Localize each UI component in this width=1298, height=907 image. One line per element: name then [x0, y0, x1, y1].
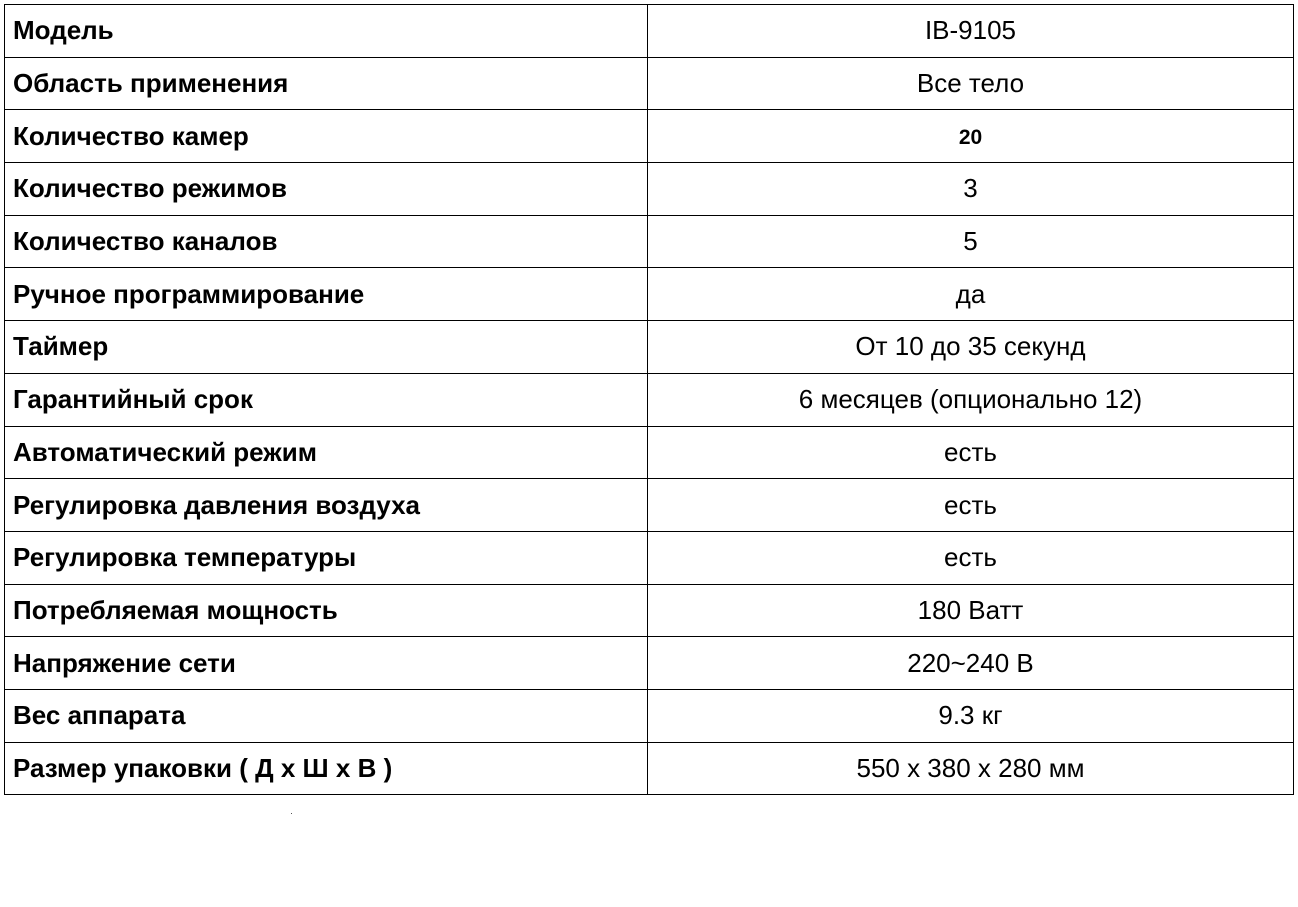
table-row [5, 689, 1294, 742]
param-value: Все тело [648, 57, 1294, 110]
param-value: 550 х 380 х 280 мм [648, 742, 1294, 795]
table-row [5, 531, 1294, 584]
param-label: Область применения [5, 57, 648, 110]
table-row [5, 479, 1294, 532]
param-label: Потребляемая мощность [5, 584, 648, 637]
param-value: 9.3 кг [648, 689, 1294, 742]
param-value: 6 месяцев (опционально 12) [648, 373, 1294, 426]
table-row [5, 321, 1294, 374]
param-label: Количество режимов [5, 163, 648, 216]
param-value: 180 Ватт [648, 584, 1294, 637]
param-value: есть [648, 426, 1294, 479]
param-value: да [648, 268, 1294, 321]
param-value: 3 [648, 163, 1294, 216]
table-row [5, 215, 1294, 268]
stray-dot [291, 813, 292, 814]
param-value: 5 [648, 215, 1294, 268]
table-row [5, 5, 1294, 58]
specifications-table [4, 4, 1294, 795]
param-value: От 10 до 35 секунд [648, 321, 1294, 374]
param-value: 20 [648, 110, 1294, 163]
param-value: есть [648, 479, 1294, 532]
param-label: Гарантийный срок [5, 373, 648, 426]
param-label: Размер упаковки ( Д х Ш х В ) [5, 742, 648, 795]
table-row [5, 637, 1294, 690]
param-label: Регулировка давления воздуха [5, 479, 648, 532]
param-label: Таймер [5, 321, 648, 374]
param-label: Автоматический режим [5, 426, 648, 479]
table-row [5, 426, 1294, 479]
param-value: IB-9105 [648, 5, 1294, 58]
param-label: Вес аппарата [5, 689, 648, 742]
param-label: Модель [5, 5, 648, 58]
param-label: Количество каналов [5, 215, 648, 268]
param-label: Ручное программирование [5, 268, 648, 321]
param-label: Напряжение сети [5, 637, 648, 690]
table-row [5, 742, 1294, 795]
param-value: есть [648, 531, 1294, 584]
table-row [5, 584, 1294, 637]
table-row [5, 373, 1294, 426]
table-row [5, 268, 1294, 321]
param-label: Регулировка температуры [5, 531, 648, 584]
table-row [5, 163, 1294, 216]
param-value: 220~240 В [648, 637, 1294, 690]
table-row [5, 110, 1294, 163]
param-label: Количество камер [5, 110, 648, 163]
table-row [5, 57, 1294, 110]
